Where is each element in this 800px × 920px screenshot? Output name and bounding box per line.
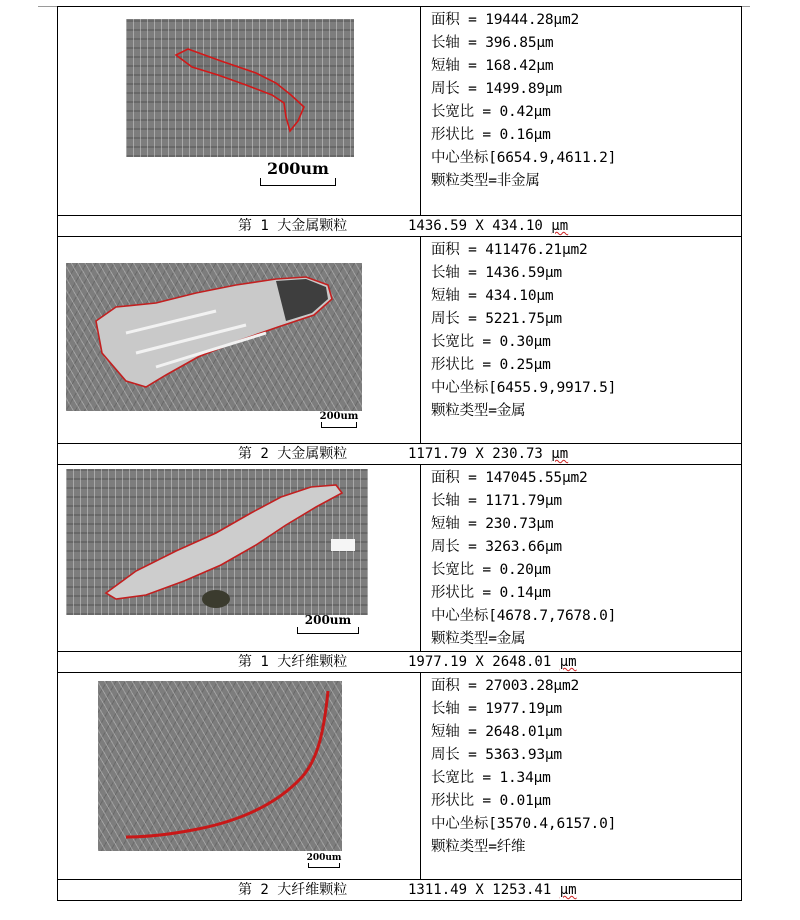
caption-unit: μm xyxy=(559,882,577,898)
scale-bar-label: 200um xyxy=(319,411,359,422)
particle-record-3 xyxy=(58,465,742,652)
stat-minor-axis: 短轴 = 168.42μm xyxy=(431,58,554,74)
particle-image-cell xyxy=(58,7,421,216)
micrograph-metal-particle xyxy=(66,469,368,615)
caption-unit: μm xyxy=(559,654,577,670)
particle-stats-cell xyxy=(421,7,742,216)
caption-row xyxy=(58,652,742,673)
scale-bar xyxy=(292,613,364,634)
caption-unit: μm xyxy=(551,446,569,462)
stat-area: 面积 = 411476.21μm2 xyxy=(431,242,588,258)
caption-title: 第 2 大金属颗粒 xyxy=(238,446,348,462)
scale-bar-line xyxy=(321,422,357,428)
scale-bar xyxy=(246,159,350,186)
stat-minor-axis: 短轴 = 2648.01μm xyxy=(431,724,562,740)
particle-record-1 xyxy=(58,7,742,216)
stat-center-coordinates: 中心坐标[3570.4,6157.0] xyxy=(431,816,617,832)
stat-major-axis: 长轴 = 1436.59μm xyxy=(431,265,562,281)
caption-unit: μm xyxy=(551,218,569,234)
scale-bar-label: 200um xyxy=(306,853,342,863)
caption-title: 第 1 大金属颗粒 xyxy=(238,218,348,234)
particle-image-cell xyxy=(58,465,421,652)
particle-image-cell xyxy=(58,237,421,444)
stat-shape-ratio: 形状比 = 0.01μm xyxy=(431,793,551,809)
stat-aspect-ratio: 长宽比 = 0.30μm xyxy=(431,334,551,350)
stat-shape-ratio: 形状比 = 0.14μm xyxy=(431,585,551,601)
micrograph-metal-particle xyxy=(66,263,362,411)
stat-major-axis: 长轴 = 396.85μm xyxy=(431,35,554,51)
particle-stats-cell xyxy=(421,673,742,880)
caption-title: 第 2 大纤维颗粒 xyxy=(238,882,348,898)
particle-stats-cell xyxy=(421,237,742,444)
particle-caption xyxy=(58,880,742,901)
caption-title: 第 1 大纤维颗粒 xyxy=(238,654,348,670)
scale-bar xyxy=(304,853,344,868)
stat-perimeter: 周长 = 5221.75μm xyxy=(431,311,562,327)
particle-outline xyxy=(66,263,362,411)
caption-row xyxy=(58,444,742,465)
caption-dimensions: 1311.49 X 1253.41 xyxy=(408,882,552,898)
micrograph-nonmetal-particle xyxy=(126,19,354,157)
particle-record-4 xyxy=(58,673,742,880)
stat-center-coordinates: 中心坐标[6455.9,9917.5] xyxy=(431,380,617,396)
scale-bar-label: 200um xyxy=(267,159,329,178)
particle-outline xyxy=(98,681,342,851)
caption-row xyxy=(58,880,742,901)
stat-particle-type: 颗粒类型=金属 xyxy=(431,403,526,419)
stat-aspect-ratio: 长宽比 = 0.42μm xyxy=(431,104,551,120)
stat-aspect-ratio: 长宽比 = 1.34μm xyxy=(431,770,551,786)
stat-minor-axis: 短轴 = 434.10μm xyxy=(431,288,554,304)
scale-bar-line xyxy=(260,178,336,186)
particle-report-table xyxy=(57,6,731,912)
stat-particle-type: 颗粒类型=非金属 xyxy=(431,173,540,189)
scale-bar xyxy=(314,411,364,428)
particle-stats-cell xyxy=(421,465,742,652)
particle-caption xyxy=(58,216,742,237)
stat-particle-type: 颗粒类型=金属 xyxy=(431,631,526,647)
micrograph-fiber-particle xyxy=(98,681,342,851)
stat-perimeter: 周长 = 3263.66μm xyxy=(431,539,562,555)
caption-row xyxy=(58,216,742,237)
caption-dimensions: 1977.19 X 2648.01 xyxy=(408,654,552,670)
stat-aspect-ratio: 长宽比 = 0.20μm xyxy=(431,562,551,578)
stat-area: 面积 = 147045.55μm2 xyxy=(431,470,588,486)
particle-outline xyxy=(126,19,354,157)
stat-major-axis: 长轴 = 1977.19μm xyxy=(431,701,562,717)
scale-bar-label: 200um xyxy=(304,613,352,627)
particle-record-2 xyxy=(58,237,742,444)
stat-particle-type: 颗粒类型=纤维 xyxy=(431,839,526,855)
scale-bar-line xyxy=(308,863,340,868)
particle-caption xyxy=(58,444,742,465)
particle-outline xyxy=(66,469,368,615)
stat-area: 面积 = 27003.28μm2 xyxy=(431,678,580,694)
stat-minor-axis: 短轴 = 230.73μm xyxy=(431,516,554,532)
particle-image-cell xyxy=(58,673,421,880)
stat-major-axis: 长轴 = 1171.79μm xyxy=(431,493,562,509)
stat-shape-ratio: 形状比 = 0.25μm xyxy=(431,357,551,373)
stat-perimeter: 周长 = 1499.89μm xyxy=(431,81,562,97)
caption-dimensions: 1171.79 X 230.73 xyxy=(408,446,543,462)
stat-center-coordinates: 中心坐标[4678.7,7678.0] xyxy=(431,608,617,624)
particle-caption xyxy=(58,652,742,673)
stat-center-coordinates: 中心坐标[6654.9,4611.2] xyxy=(431,150,617,166)
stat-shape-ratio: 形状比 = 0.16μm xyxy=(431,127,551,143)
caption-dimensions: 1436.59 X 434.10 xyxy=(408,218,543,234)
scale-bar-line xyxy=(297,627,359,634)
stat-perimeter: 周长 = 5363.93μm xyxy=(431,747,562,763)
stat-area: 面积 = 19444.28μm2 xyxy=(431,12,580,28)
